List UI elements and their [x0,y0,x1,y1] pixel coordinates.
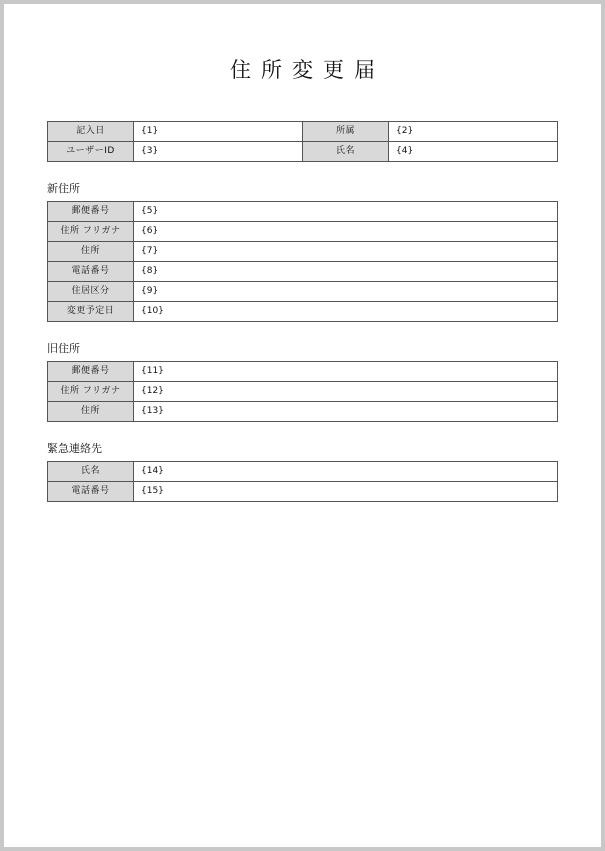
new-address-kana-field[interactable]: {6} [134,222,558,242]
old-postal-code-field[interactable]: {11} [134,362,558,382]
new-address-heading: 新住所 [47,182,80,195]
entry-date-field[interactable]: {1} [134,122,303,142]
user-id-label: ユーザーID [48,142,134,162]
old-address-kana-field[interactable]: {12} [134,382,558,402]
emergency-contact-heading: 緊急連絡先 [47,442,102,455]
emergency-name-field[interactable]: {14} [134,462,558,482]
entry-date-label: 記入日 [48,122,134,142]
department-field[interactable]: {2} [389,122,558,142]
emergency-name-label: 氏名 [48,462,134,482]
old-address-kana-label: 住所 フリガナ [48,382,134,402]
table-row [48,382,558,402]
department-label: 所属 [303,122,389,142]
new-phone-label: 電話番号 [48,262,134,282]
new-postal-code-field[interactable]: {5} [134,202,558,222]
table-row [48,362,558,382]
old-address-label: 住所 [48,402,134,422]
new-postal-code-label: 郵便番号 [48,202,134,222]
table-row [48,302,558,322]
residence-type-field[interactable]: {9} [134,282,558,302]
table-row [48,462,558,482]
new-address-kana-label: 住所 フリガナ [48,222,134,242]
planned-change-date-label: 変更予定日 [48,302,134,322]
old-address-table [47,361,558,422]
old-address-heading: 旧住所 [47,342,80,355]
table-row [48,262,558,282]
new-address-field[interactable]: {7} [134,242,558,262]
table-row [48,402,558,422]
table-row [48,242,558,262]
old-postal-code-label: 郵便番号 [48,362,134,382]
name-label: 氏名 [303,142,389,162]
emergency-phone-field[interactable]: {15} [134,482,558,502]
document-title: 住所変更届 [230,58,385,82]
emergency-phone-label: 電話番号 [48,482,134,502]
table-row [48,142,558,162]
planned-change-date-field[interactable]: {10} [134,302,558,322]
new-address-label: 住所 [48,242,134,262]
name-field[interactable]: {4} [389,142,558,162]
table-row [48,282,558,302]
table-row [48,222,558,242]
document-page [4,4,601,847]
table-row [48,122,558,142]
table-row [48,482,558,502]
new-address-table [47,201,558,322]
header-info-table [47,121,558,162]
emergency-contact-table [47,461,558,502]
new-phone-field[interactable]: {8} [134,262,558,282]
user-id-field[interactable]: {3} [134,142,303,162]
old-address-field[interactable]: {13} [134,402,558,422]
table-row [48,202,558,222]
residence-type-label: 住居区分 [48,282,134,302]
